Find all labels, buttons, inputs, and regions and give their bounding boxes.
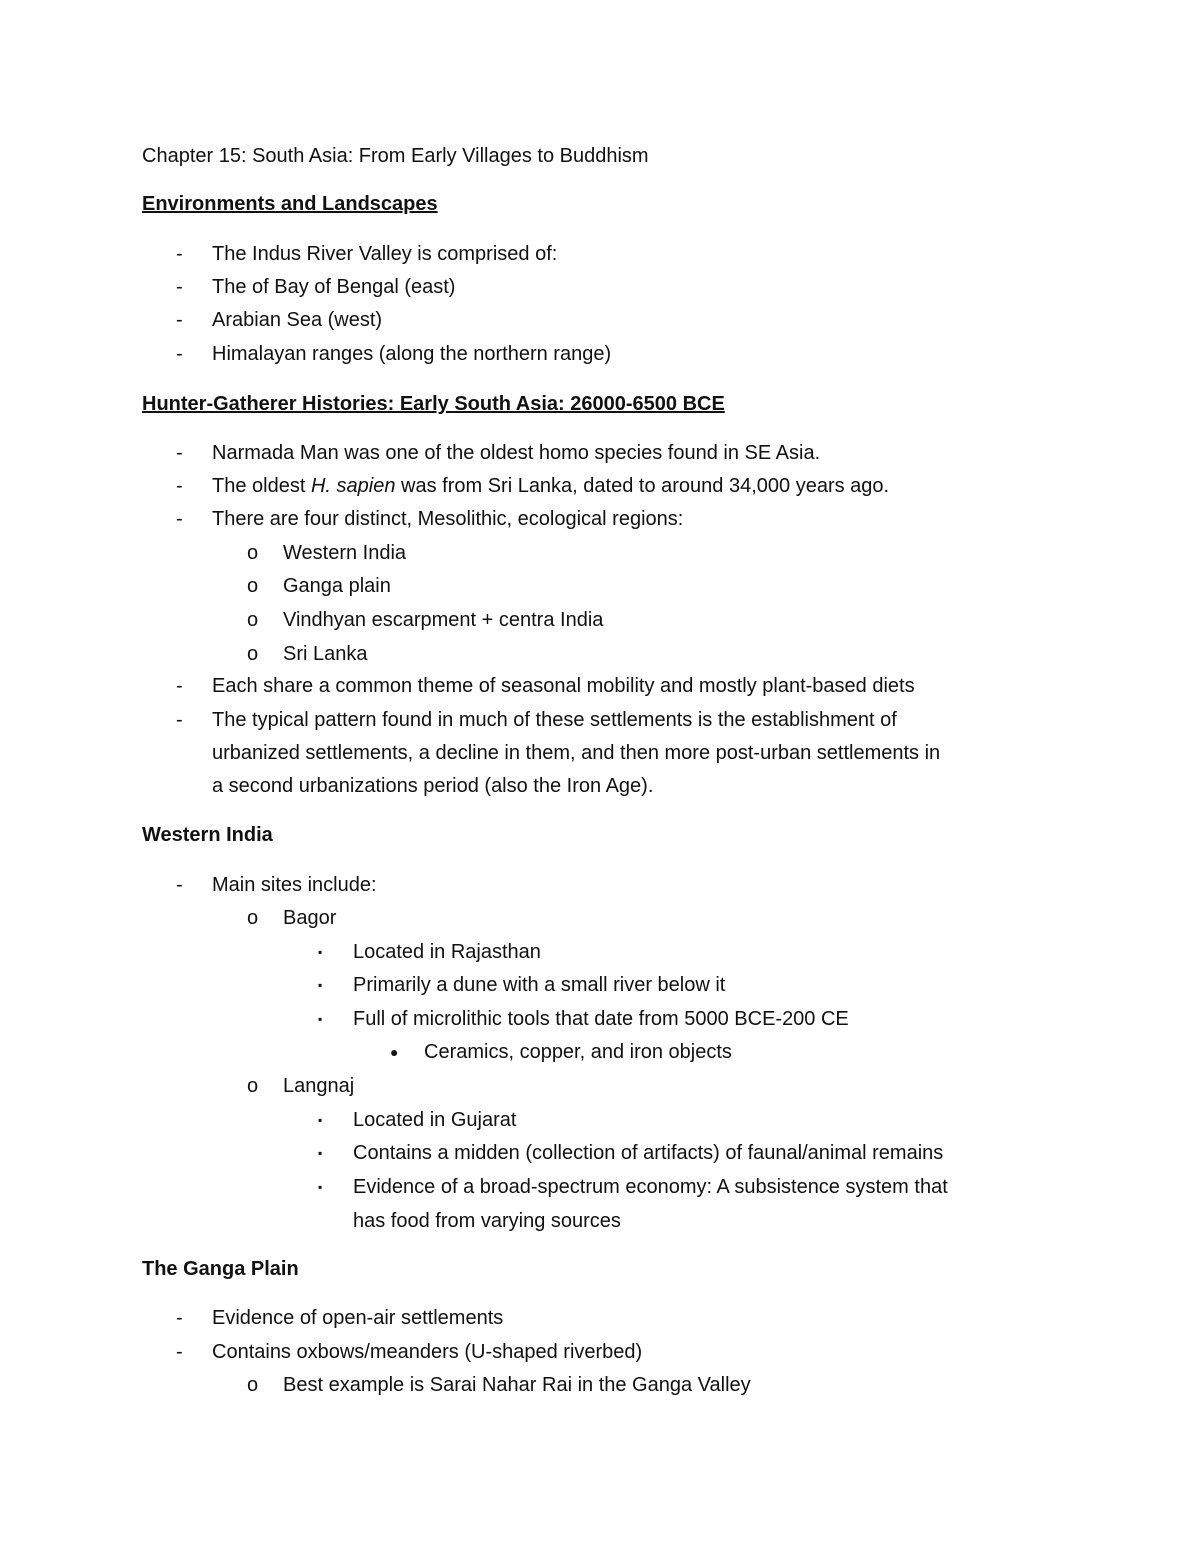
list-item: The Indus River Valley is comprised of: <box>212 243 558 265</box>
list-item: Evidence of open-air settlements <box>212 1307 504 1329</box>
square-bullet: ▪ <box>318 1113 323 1127</box>
list-item-line: a second urbanizations period (also the Iron Age). <box>212 775 654 797</box>
list-item-text: The oldest <box>212 475 311 497</box>
site-detail: Evidence of a broad-spectrum economy: A subsistence system that <box>353 1176 948 1198</box>
dash-bullet: - <box>176 343 183 365</box>
circle-bullet: o <box>247 907 259 929</box>
list-item: Narmada Man was one of the oldest homo species found in SE Asia. <box>212 442 821 464</box>
circle-bullet: o <box>247 1075 259 1097</box>
round-bullet: ● <box>390 1044 399 1060</box>
circle-bullet: o <box>247 643 259 665</box>
section-heading-western-india: Western India <box>142 824 273 846</box>
dash-bullet: - <box>176 675 183 697</box>
site-detail: Located in Rajasthan <box>353 941 541 963</box>
list-item-line: urbanized settlements, a decline in them, and then more post-urban settlements in <box>212 742 941 764</box>
square-bullet: ▪ <box>318 1146 323 1160</box>
site-sub-detail: Ceramics, copper, and iron objects <box>424 1041 732 1063</box>
site-detail: Primarily a dune with a small river below it <box>353 974 726 996</box>
dash-bullet: - <box>176 508 183 530</box>
square-bullet: ▪ <box>318 978 323 992</box>
sub-list-item: Sri Lanka <box>283 643 368 665</box>
section-heading-environments: Environments and Landscapes <box>142 193 438 215</box>
site-detail: Located in Gujarat <box>353 1109 517 1131</box>
square-bullet: ▪ <box>318 1012 323 1026</box>
dash-bullet: - <box>176 475 183 497</box>
circle-bullet: o <box>247 542 259 564</box>
site-detail: Contains a midden (collection of artifacts) of faunal/animal remains <box>353 1142 944 1164</box>
section-heading-hunter-gatherer: Hunter-Gatherer Histories: Early South Asia: 26000-6500 BCE <box>142 393 725 415</box>
dash-bullet: - <box>176 276 183 298</box>
list-item: Main sites include: <box>212 874 377 896</box>
square-bullet: ▪ <box>318 1180 323 1194</box>
list-item: Each share a common theme of seasonal mobility and mostly plant-based diets <box>212 675 915 697</box>
list-item-text: was from Sri Lanka, dated to around 34,000 years ago. <box>395 475 890 497</box>
list-item-line: The typical pattern found in much of these settlements is the establishment of <box>212 709 897 731</box>
circle-bullet: o <box>247 575 259 597</box>
dash-bullet: - <box>176 1341 183 1363</box>
site-detail-continued: has food from varying sources <box>353 1210 621 1232</box>
sub-list-item: Western India <box>283 542 407 564</box>
list-item: Himalayan ranges (along the northern range) <box>212 343 612 365</box>
list-item: The of Bay of Bengal (east) <box>212 276 456 298</box>
dash-bullet: - <box>176 243 183 265</box>
list-item <box>212 472 889 500</box>
list-item: Arabian Sea (west) <box>212 309 383 331</box>
circle-bullet: o <box>247 609 259 631</box>
dash-bullet: - <box>176 1307 183 1329</box>
sub-list-item: Ganga plain <box>283 575 391 597</box>
site-name-bagor: Bagor <box>283 907 337 929</box>
list-item: Contains oxbows/meanders (U-shaped riverbed) <box>212 1341 643 1363</box>
dash-bullet: - <box>176 709 183 731</box>
sub-list-item: Best example is Sarai Nahar Rai in the Ganga Valley <box>283 1374 751 1396</box>
site-name-langnaj: Langnaj <box>283 1075 355 1097</box>
dash-bullet: - <box>176 309 183 331</box>
circle-bullet: o <box>247 1374 259 1396</box>
site-detail: Full of microlithic tools that date from 5000 BCE-200 CE <box>353 1008 849 1030</box>
species-name: H. sapien <box>310 475 396 497</box>
section-heading-ganga-plain: The Ganga Plain <box>142 1258 299 1280</box>
sub-list-item: Vindhyan escarpment + centra India <box>283 609 604 631</box>
list-item: There are four distinct, Mesolithic, ecological regions: <box>212 508 684 530</box>
document-title: Chapter 15: South Asia: From Early Villages to Buddhism <box>142 145 649 167</box>
dash-bullet: - <box>176 874 183 896</box>
square-bullet: ▪ <box>318 945 323 959</box>
dash-bullet: - <box>176 442 183 464</box>
